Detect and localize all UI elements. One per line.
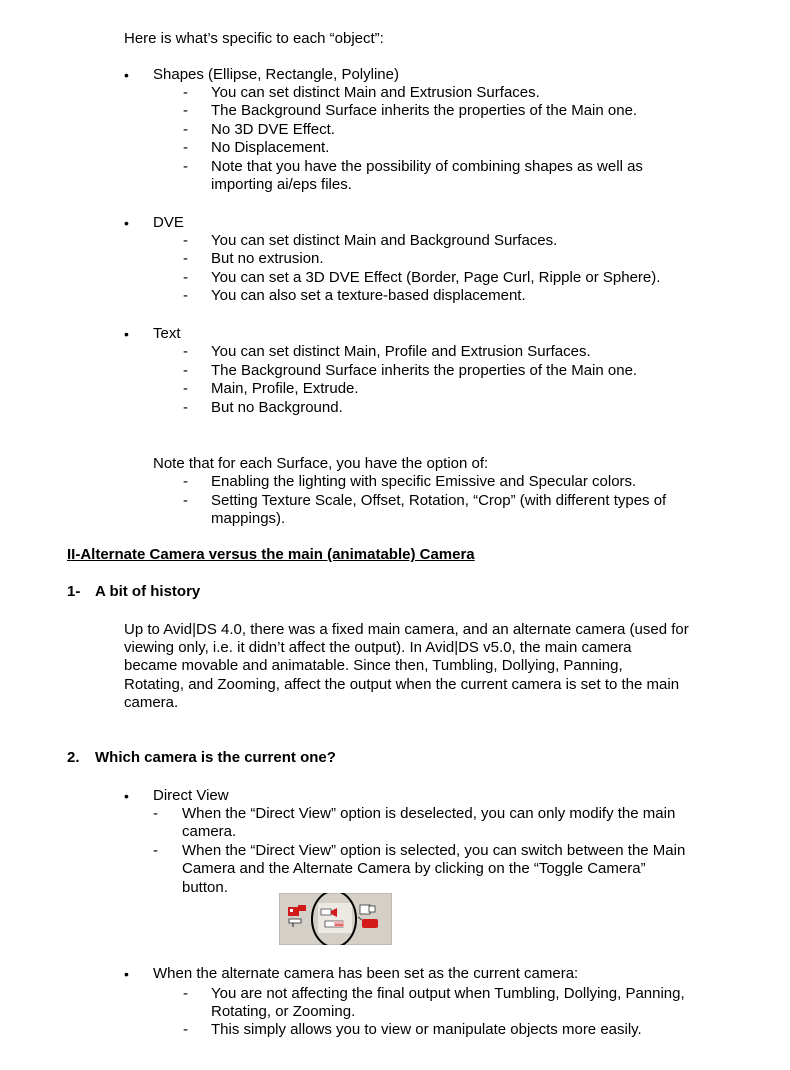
direct-view-item-2-cont: Camera and the Alternate Camera by clicking on the “Toggle Camera” xyxy=(182,860,646,877)
sub1-line-1: Up to Avid|DS 4.0, there was a fixed main camera, and an alternate camera (used for xyxy=(124,621,689,638)
text-item-3: Main, Profile, Extrude. xyxy=(211,380,359,397)
sub2-title: Which camera is the current one? xyxy=(95,749,336,766)
dve-item-1: You can set distinct Main and Background Surfaces. xyxy=(211,232,558,249)
surface-note-item-2: Setting Texture Scale, Offset, Rotation, “Crop” (with different types of xyxy=(211,492,667,509)
dash-marker: - xyxy=(183,985,188,1002)
alternate-item-2: This simply allows you to view or manipulate objects more easily. xyxy=(211,1021,642,1038)
alternate-item-1: You are not affecting the final output when Tumbling, Dollying, Panning, xyxy=(211,985,685,1002)
dash-marker: - xyxy=(183,343,188,360)
direct-view-item-2: When the “Direct View” option is selected, you can switch between the Main xyxy=(182,842,686,859)
dash-marker: - xyxy=(183,84,188,101)
shapes-item-4: No Displacement. xyxy=(211,139,330,156)
dash-marker: - xyxy=(183,492,188,509)
dash-marker: - xyxy=(183,102,188,119)
surface-note-lead: Note that for each Surface, you have the option of: xyxy=(153,455,489,472)
alternate-title: When the alternate camera has been set as the current camera: xyxy=(153,965,579,982)
sub1-title: A bit of history xyxy=(95,583,201,600)
dve-item-3: You can set a 3D DVE Effect (Border, Page Curl, Ripple or Sphere). xyxy=(211,269,661,286)
bullet-marker: • xyxy=(124,67,129,83)
dash-marker: - xyxy=(183,232,188,249)
dash-marker: - xyxy=(183,380,188,397)
dash-marker: - xyxy=(183,287,188,304)
alternate-item-1-cont: Rotating, or Zooming. xyxy=(211,1003,356,1020)
dash-marker: - xyxy=(183,158,188,175)
direct-view-title: Direct View xyxy=(153,787,229,804)
dash-marker: - xyxy=(183,250,188,267)
text-item-2: The Background Surface inherits the properties of the Main one. xyxy=(211,362,638,379)
sub1-line-5: camera. xyxy=(124,694,179,711)
shapes-item-5-cont: importing ai/eps files. xyxy=(211,176,352,193)
dash-marker: - xyxy=(183,473,188,490)
sub1-line-4: Rotating, and Zooming, affect the output when the current camera is set to the main xyxy=(124,676,680,693)
sub1-line-3: became movable and animatable. Since then, Tumbling, Dollying, Panning, xyxy=(124,657,623,674)
dash-marker: - xyxy=(153,842,158,859)
text-title: Text xyxy=(153,325,181,342)
intro-text: Here is what’s specific to each “object”: xyxy=(124,30,384,47)
section-heading: II-Alternate Camera versus the main (animatable) Camera xyxy=(67,546,475,563)
dve-item-4: You can also set a texture-based displacement. xyxy=(211,287,526,304)
sub2-number: 2. xyxy=(67,749,80,766)
shapes-item-1: You can set distinct Main and Extrusion Surfaces. xyxy=(211,84,540,101)
dve-item-2: But no extrusion. xyxy=(211,250,324,267)
bullet-marker: • xyxy=(124,788,129,804)
direct-view-item-2-cont2: button. xyxy=(182,879,228,896)
bullet-marker: • xyxy=(124,966,129,982)
dash-marker: - xyxy=(183,1021,188,1038)
surface-note-item-2-cont: mappings). xyxy=(211,510,286,527)
text-item-4: But no Background. xyxy=(211,399,343,416)
shapes-item-5: Note that you have the possibility of combining shapes as well as xyxy=(211,158,643,175)
surface-note-item-1: Enabling the lighting with specific Emissive and Specular colors. xyxy=(211,473,637,490)
bullet-marker: • xyxy=(124,215,129,231)
shapes-item-2: The Background Surface inherits the properties of the Main one. xyxy=(211,102,638,119)
direct-view-item-1: When the “Direct View” option is deselected, you can only modify the main xyxy=(182,805,676,822)
dash-marker: - xyxy=(183,121,188,138)
dash-marker: - xyxy=(183,362,188,379)
camera-toolbar-image xyxy=(279,893,392,945)
shapes-item-3: No 3D DVE Effect. xyxy=(211,121,335,138)
dash-marker: - xyxy=(183,399,188,416)
sub1-line-2: viewing only, i.e. it didn’t affect the output). In Avid|DS v5.0, the main camera xyxy=(124,639,632,656)
dash-marker: - xyxy=(183,139,188,156)
dve-title: DVE xyxy=(153,214,184,231)
dash-marker: - xyxy=(153,805,158,822)
text-item-1: You can set distinct Main, Profile and Extrusion Surfaces. xyxy=(211,343,591,360)
direct-view-item-1-cont: camera. xyxy=(182,823,237,840)
sub1-number: 1- xyxy=(67,583,81,600)
shapes-title: Shapes (Ellipse, Rectangle, Polyline) xyxy=(153,66,399,83)
bullet-marker: • xyxy=(124,326,129,342)
dash-marker: - xyxy=(183,269,188,286)
